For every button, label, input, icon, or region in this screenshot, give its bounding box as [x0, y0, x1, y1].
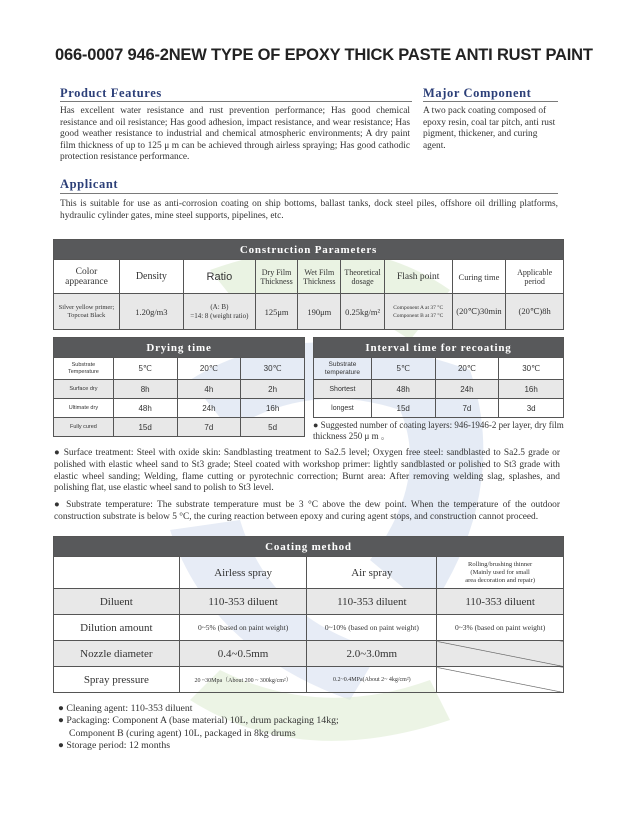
- cell-dry-film: 125μm: [255, 294, 297, 330]
- interval-cell: 15d: [371, 399, 435, 418]
- interval-label: longest: [314, 399, 372, 418]
- drying-table: [53, 337, 305, 437]
- cleaning-agent: ● Cleaning agent: 110-353 diluent: [58, 703, 193, 714]
- storage-period: ● Storage period: 12 months: [58, 740, 171, 752]
- cell-rolling-diluent: 110-353 diluent: [437, 589, 564, 615]
- footer-list: [58, 703, 558, 753]
- drying-label: Fully cured: [54, 418, 114, 437]
- packaging-a: ● Packaging: Component A (base material) 10L, drum packaging 14kg;: [58, 715, 339, 727]
- construction-title: Construction Parameters: [54, 240, 564, 260]
- drying-cell: 5d: [241, 418, 305, 437]
- drying-cell: 8h: [113, 380, 177, 399]
- drying-cell: 4h: [177, 380, 241, 399]
- interval-label: Substrate temperature: [314, 358, 372, 380]
- interval-table: [313, 337, 564, 418]
- construction-table: [53, 239, 564, 330]
- interval-cell: 16h: [499, 380, 564, 399]
- drying-title: Drying time: [54, 338, 305, 358]
- cell-rolling-dilution: 0~3% (based on paint weight): [437, 615, 564, 641]
- drying-label: Surface dry: [54, 380, 114, 399]
- header-dry-film: Dry Film Thickness: [255, 260, 297, 294]
- header-air-spray: Air spray: [307, 557, 437, 589]
- interval-cell: 7d: [435, 399, 499, 418]
- flash-line-2: Component B at 37 °C: [393, 312, 444, 319]
- interval-label: Shortest: [314, 380, 372, 399]
- cell-airless-diluent: 110-353 diluent: [179, 589, 307, 615]
- packaging-b: Component B (curing agent) 10L, packaged in 8kg drums: [69, 727, 296, 739]
- header-dosage: Theoretical dosage: [341, 260, 384, 294]
- interval-cell: 20℃: [435, 358, 499, 380]
- divider: [60, 101, 412, 102]
- cell-ratio: [183, 294, 255, 330]
- major-component-heading: Major Component: [423, 86, 532, 100]
- divider: [60, 193, 558, 194]
- coating-table: [53, 536, 564, 693]
- drying-cell: 5℃: [113, 358, 177, 380]
- interval-cell: 24h: [435, 380, 499, 399]
- cell-rolling-pressure-empty: [437, 667, 564, 693]
- cell-dosage: 0.25kg/m²: [341, 294, 384, 330]
- header-rolling: [437, 557, 564, 589]
- rolling-line-1: Rolling/brushing thinner: [468, 560, 533, 568]
- major-component-text: A two pack coating composed of epoxy resin, coal tar pitch, anti rust pigment, thickener, and curing agent.: [423, 106, 556, 151]
- drying-cell: 2h: [241, 380, 305, 399]
- substrate-temperature-note: ● Substrate temperature: The substrate temperature must be 3 °C above the dew point. When the temperature of the outdoor construction substrate is below 5 °C, the curing reaction between epoxy and curing agent stops, and construction cannot proceed.: [54, 500, 560, 522]
- interval-cell: 30℃: [499, 358, 564, 380]
- header-ratio: Ratio: [183, 260, 255, 294]
- ratio-line-1: (A: B): [210, 302, 229, 311]
- cell-air-pressure: 0.2~0.4MPa(About 2~ 4kg/cm²): [307, 667, 437, 693]
- cell-air-nozzle: 2.0~3.0mm: [307, 641, 437, 667]
- coating-title: Coating method: [54, 537, 564, 557]
- cell-airless-dilution: 0~5% (based on paint weight): [179, 615, 307, 641]
- flash-line-1: Component A at 37 °C: [393, 304, 444, 311]
- ratio-line-2: =14: 8 (weight ratio): [190, 311, 249, 320]
- drying-label: Ultimate dry: [54, 399, 114, 418]
- product-features-text: Has excellent water resistance and rust prevention performance; Has good chemical resistance and oil resistance; Has good adhesion, impact resistance, and wear resistance; Has good weather resistance to industrial and chemical atmospheric environments; A dry paint film thickness of up to 125 μ m can be achieved through airless spraying; Has good cathodic protection resistance performance.: [60, 106, 410, 163]
- cell-airless-nozzle: 0.4~0.5mm: [179, 641, 307, 667]
- header-flash-point: Flash point: [384, 260, 452, 294]
- cell-density: 1.20g/m3: [119, 294, 183, 330]
- header-curing-time: Curing time: [452, 260, 506, 294]
- header-color: Color appearance: [54, 260, 120, 294]
- row-label-diluent: Diluent: [54, 589, 180, 615]
- header-wet-film: Wet Film Thickness: [298, 260, 341, 294]
- coating-layers-note: ● Suggested number of coating layers: 946-1946-2 per layer, dry film thickness 250 μ m 。: [313, 420, 564, 441]
- drying-cell: 24h: [177, 399, 241, 418]
- header-applicable-period: Applicable period: [506, 260, 564, 294]
- drying-cell: 30℃: [241, 358, 305, 380]
- rolling-line-2: (Mainly used for small: [470, 568, 530, 576]
- header-airless-spray: Airless spray: [179, 557, 307, 589]
- cell-flash-point: [384, 294, 452, 330]
- interval-cell: 3d: [499, 399, 564, 418]
- row-label-pressure: Spray pressure: [54, 667, 180, 693]
- cell-air-dilution: 0~10% (based on paint weight): [307, 615, 437, 641]
- cell-air-diluent: 110-353 diluent: [307, 589, 437, 615]
- drying-label: Substrate Temperature: [54, 358, 114, 380]
- drying-cell: 16h: [241, 399, 305, 418]
- cell-rolling-nozzle-empty: [437, 641, 564, 667]
- cell-wet-film: 190μm: [298, 294, 341, 330]
- applicant-text: This is suitable for use as anti-corrosion coating on ship bottoms, ballast tanks, dock steel piles, offshore oil drilling platforms, hydraulic cylinder gates, mine steel supports, pipelines, etc.: [60, 199, 558, 221]
- coating-corner: [54, 557, 180, 589]
- cell-curing-time: (20℃)30min: [452, 294, 506, 330]
- interval-cell: 5℃: [371, 358, 435, 380]
- row-label-nozzle: Nozzle diameter: [54, 641, 180, 667]
- page-title: 066-0007 946-2NEW TYPE OF EPOXY THICK PASTE ANTI RUST PAINT: [55, 46, 593, 64]
- divider: [423, 101, 558, 102]
- cell-airless-pressure: 20 ~30Mpa（About 200 ~ 300kg/cm²）: [179, 667, 307, 693]
- drying-cell: 48h: [113, 399, 177, 418]
- interval-cell: 48h: [371, 380, 435, 399]
- surface-treatment-note: ● Surface treatment: Steel with oxide skin: Sandblasting treatment to Sa2.5 level; Oxygen free steel: sandblasted to Sa2.5 grade or polished with elastic wheel sand to St3 grade; Steel coated with workshop primer: lightly sandblasted or polished to St3 grade with elastic wheel sanding; Welding, flame cutting or pyrotechnic correction; Burnt area: After removing welding slag, splashes, and polishing flat, use elastic wheel sand to polish to St3 level.: [54, 448, 560, 494]
- drying-cell: 7d: [177, 418, 241, 437]
- cell-color: Silver yellow primer; Topcoat Black: [54, 294, 120, 330]
- interval-title: Interval time for recoating: [314, 338, 564, 358]
- cell-applicable-period: (20℃)8h: [506, 294, 564, 330]
- rolling-line-3: area decoration and repair): [465, 576, 536, 584]
- drying-cell: 20℃: [177, 358, 241, 380]
- applicant-heading: Applicant: [60, 177, 119, 191]
- header-density: Density: [119, 260, 183, 294]
- row-label-dilution: Dilution amount: [54, 615, 180, 641]
- product-features-heading: Product Features: [60, 86, 162, 100]
- drying-cell: 15d: [113, 418, 177, 437]
